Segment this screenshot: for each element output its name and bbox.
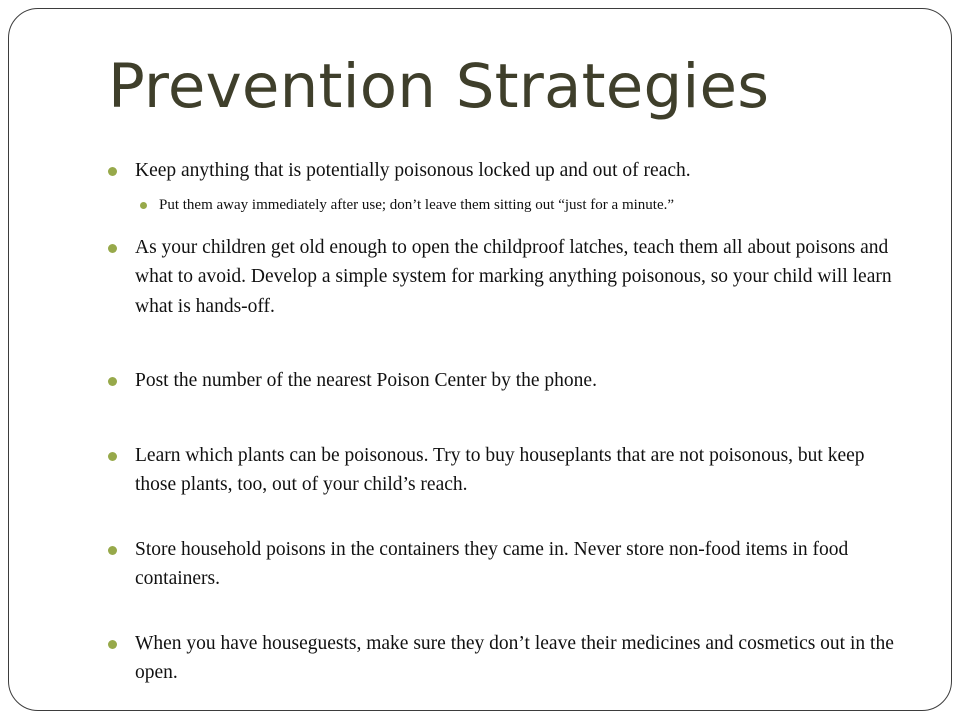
bullet-dot-icon [108, 167, 117, 176]
bullet-item [107, 629, 907, 688]
bullet-text: Store household poisons in the containers they came in. Never store non-food items in food containers. [135, 538, 849, 589]
bullet-text: Learn which plants can be poisonous. Try to buy houseplants that are not poisonous, but keep those plants, too, out of your child’s reach. [135, 444, 865, 495]
bullet-text: Keep anything that is potentially poisonous locked up and out of reach. [135, 160, 691, 181]
bullet-item [107, 233, 907, 322]
bullet-dot-icon [108, 244, 117, 253]
bullet-item [107, 366, 907, 396]
bullet-dot-icon [108, 377, 117, 386]
bullet-text: Post the number of the nearest Poison Center by the phone. [135, 370, 597, 391]
bullet-item [107, 535, 907, 594]
sub-bullet-text: Put them away immediately after use; don’t leave them sitting out “just for a minute.” [159, 196, 675, 213]
sub-bullet-dot-icon [140, 202, 147, 209]
sub-bullet-item [107, 194, 907, 216]
bullet-dot-icon [108, 546, 117, 555]
bullet-text: When you have houseguests, make sure they don’t leave their medicines and cosmetics out in the open. [135, 632, 894, 683]
bullet-dot-icon [108, 452, 117, 461]
bullet-list [107, 156, 907, 688]
bullet-item [107, 441, 907, 500]
bullet-dot-icon [108, 640, 117, 649]
bullet-item [107, 156, 907, 186]
slide-title: Prevention Strategies [108, 51, 770, 122]
bullet-text: As your children get old enough to open the childproof latches, teach them all about poisons and what to avoid. Develop a simple system for marking anything poisonous, so your child will learn what is hands-off. [135, 236, 892, 317]
